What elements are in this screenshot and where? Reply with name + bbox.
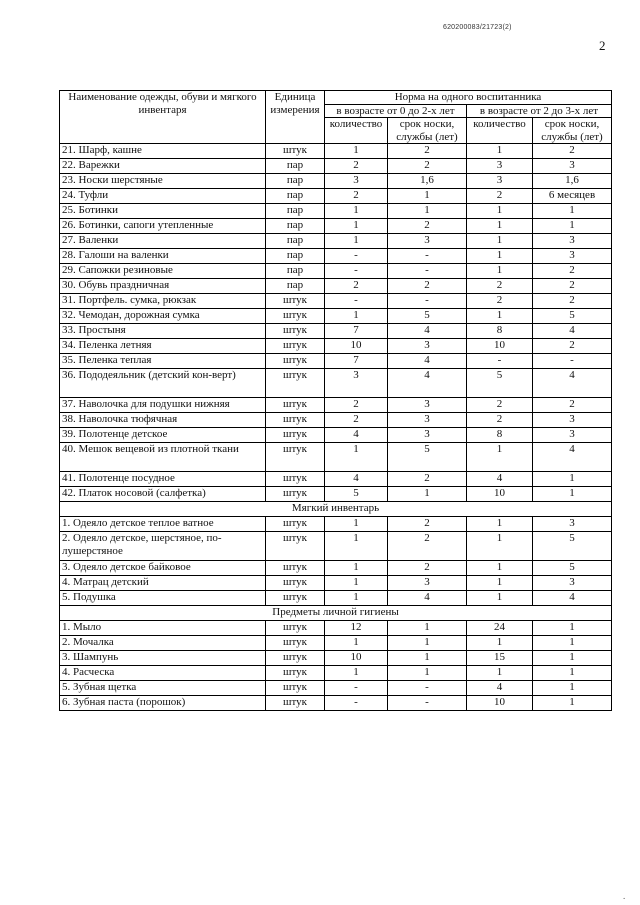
qty-age-0-2: 1 [325, 517, 388, 532]
item-unit: штук [266, 681, 325, 696]
table-row [60, 651, 612, 666]
item-name: 33. Простыня [60, 324, 266, 339]
item-unit: штук [266, 576, 325, 591]
table-row [60, 249, 612, 264]
item-name: 26. Ботинки, сапоги утепленные [60, 219, 266, 234]
term-age-0-2: 3 [388, 413, 467, 428]
item-name: 32. Чемодан, дорожная сумка [60, 309, 266, 324]
item-unit: пар [266, 174, 325, 189]
term-age-0-2: 4 [388, 369, 467, 398]
term-age-2-3: 1 [533, 487, 612, 502]
item-unit: пар [266, 204, 325, 219]
section-row [60, 606, 612, 621]
term-age-0-2: - [388, 696, 467, 711]
term-age-0-2: 3 [388, 234, 467, 249]
header-age-group-1: в возрасте от 0 до 2-х лет [325, 104, 467, 118]
item-name: 35. Пеленка теплая [60, 354, 266, 369]
term-age-2-3: - [533, 354, 612, 369]
qty-age-0-2: 3 [325, 174, 388, 189]
table-row [60, 144, 612, 159]
term-age-0-2: 2 [388, 279, 467, 294]
table-row [60, 294, 612, 309]
table-row [60, 189, 612, 204]
table-row [60, 354, 612, 369]
item-name: 23. Носки шерстяные [60, 174, 266, 189]
qty-age-0-2: 1 [325, 636, 388, 651]
qty-age-2-3: 2 [467, 279, 533, 294]
qty-age-2-3: 1 [467, 576, 533, 591]
qty-age-0-2: - [325, 264, 388, 279]
qty-age-0-2: 7 [325, 354, 388, 369]
qty-age-2-3: 1 [467, 264, 533, 279]
qty-age-0-2: 1 [325, 219, 388, 234]
qty-age-2-3: 1 [467, 666, 533, 681]
term-age-2-3: 4 [533, 443, 612, 472]
table-row [60, 174, 612, 189]
item-name: 1. Одеяло детское теплое ватное [60, 517, 266, 532]
term-age-0-2: 1 [388, 204, 467, 219]
item-unit: штук [266, 651, 325, 666]
table-row [60, 666, 612, 681]
item-unit: пар [266, 219, 325, 234]
section-row [60, 502, 612, 517]
item-name: 4. Расческа [60, 666, 266, 681]
term-age-2-3: 4 [533, 369, 612, 398]
term-age-0-2: 4 [388, 354, 467, 369]
item-name: 37. Наволочка для подушки нижняя [60, 398, 266, 413]
term-age-0-2: 3 [388, 339, 467, 354]
item-unit: штук [266, 666, 325, 681]
term-age-2-3: 1 [533, 636, 612, 651]
table-row [60, 487, 612, 502]
qty-age-0-2: 10 [325, 339, 388, 354]
qty-age-0-2: - [325, 681, 388, 696]
term-age-0-2: 1,6 [388, 174, 467, 189]
term-age-0-2: 1 [388, 666, 467, 681]
item-unit: штук [266, 472, 325, 487]
table-row [60, 309, 612, 324]
item-name: 2. Одеяло детское, шерстяное, по-лушерстяное [60, 532, 266, 561]
term-age-0-2: 2 [388, 144, 467, 159]
term-age-2-3: 5 [533, 309, 612, 324]
item-name: 34. Пеленка летняя [60, 339, 266, 354]
table-row [60, 369, 612, 398]
term-age-2-3: 1,6 [533, 174, 612, 189]
term-age-2-3: 1 [533, 219, 612, 234]
term-age-0-2: 1 [388, 487, 467, 502]
qty-age-0-2: 2 [325, 413, 388, 428]
item-name: 39. Полотенце детское [60, 428, 266, 443]
item-unit: штук [266, 532, 325, 561]
item-unit: штук [266, 354, 325, 369]
table-row [60, 443, 612, 472]
table-row [60, 428, 612, 443]
item-unit: штук [266, 696, 325, 711]
section-title-soft-inventory: Мягкий инвентарь [60, 502, 612, 517]
qty-age-0-2: 7 [325, 324, 388, 339]
table-row [60, 398, 612, 413]
table-row [60, 591, 612, 606]
item-name: 3. Одеяло детское байковое [60, 561, 266, 576]
item-unit: пар [266, 234, 325, 249]
table-row [60, 561, 612, 576]
item-unit: штук [266, 339, 325, 354]
item-name: 1. Мыло [60, 621, 266, 636]
table-row [60, 264, 612, 279]
term-age-0-2: 1 [388, 189, 467, 204]
item-unit: штук [266, 309, 325, 324]
item-name: 5. Зубная щетка [60, 681, 266, 696]
item-name: 2. Мочалка [60, 636, 266, 651]
qty-age-2-3: 10 [467, 339, 533, 354]
term-age-2-3: 3 [533, 413, 612, 428]
term-age-0-2: 1 [388, 651, 467, 666]
item-unit: штук [266, 294, 325, 309]
item-name: 22. Варежки [60, 159, 266, 174]
qty-age-0-2: - [325, 294, 388, 309]
term-age-0-2: 5 [388, 443, 467, 472]
header-qty-2: количество [467, 118, 533, 144]
item-unit: пар [266, 159, 325, 174]
item-unit: штук [266, 517, 325, 532]
term-age-2-3: 2 [533, 144, 612, 159]
term-age-2-3: 1 [533, 204, 612, 219]
clothing-norms-table [59, 90, 612, 711]
qty-age-2-3: 8 [467, 324, 533, 339]
term-age-0-2: 4 [388, 324, 467, 339]
qty-age-0-2: 1 [325, 561, 388, 576]
term-age-0-2: 3 [388, 428, 467, 443]
term-age-2-3: 1 [533, 696, 612, 711]
qty-age-2-3: 2 [467, 398, 533, 413]
item-name: 24. Туфли [60, 189, 266, 204]
term-age-0-2: 1 [388, 621, 467, 636]
term-age-0-2: 1 [388, 636, 467, 651]
table-row [60, 681, 612, 696]
qty-age-2-3: 1 [467, 234, 533, 249]
qty-age-2-3: 1 [467, 309, 533, 324]
table-row [60, 636, 612, 651]
item-name: 40. Мешок вещевой из плотной ткани [60, 443, 266, 472]
item-unit: штук [266, 144, 325, 159]
item-unit: пар [266, 279, 325, 294]
qty-age-2-3: 10 [467, 487, 533, 502]
item-name: 25. Ботинки [60, 204, 266, 219]
item-unit: штук [266, 398, 325, 413]
item-unit: штук [266, 621, 325, 636]
qty-age-0-2: 1 [325, 532, 388, 561]
term-age-2-3: 5 [533, 561, 612, 576]
table-row [60, 279, 612, 294]
qty-age-0-2: - [325, 249, 388, 264]
item-unit: штук [266, 369, 325, 398]
term-age-0-2: 2 [388, 472, 467, 487]
header-name: Наименование одежды, обуви и мягкого инвентаря [60, 91, 266, 144]
term-age-0-2: 2 [388, 517, 467, 532]
item-name: 6. Зубная паста (порошок) [60, 696, 266, 711]
item-name: 42. Платок носовой (салфетка) [60, 487, 266, 502]
term-age-0-2: 2 [388, 219, 467, 234]
table-row [60, 413, 612, 428]
term-age-2-3: 3 [533, 159, 612, 174]
qty-age-0-2: 4 [325, 428, 388, 443]
table-row [60, 204, 612, 219]
item-name: 4. Матрац детский [60, 576, 266, 591]
header-qty-1: количество [325, 118, 388, 144]
item-name: 31. Портфель. сумка, рюкзак [60, 294, 266, 309]
table-row [60, 159, 612, 174]
qty-age-2-3: 15 [467, 651, 533, 666]
item-unit: пар [266, 264, 325, 279]
qty-age-2-3: 1 [467, 144, 533, 159]
term-age-0-2: - [388, 294, 467, 309]
term-age-2-3: 3 [533, 428, 612, 443]
term-age-2-3: 3 [533, 576, 612, 591]
item-unit: штук [266, 636, 325, 651]
qty-age-2-3: 10 [467, 696, 533, 711]
item-name: 41. Полотенце посудное [60, 472, 266, 487]
qty-age-0-2: 1 [325, 204, 388, 219]
qty-age-2-3: 1 [467, 219, 533, 234]
qty-age-2-3: 3 [467, 159, 533, 174]
item-name: 5. Подушка [60, 591, 266, 606]
corner-mark: . [623, 891, 626, 901]
term-age-2-3: 4 [533, 324, 612, 339]
table-row [60, 339, 612, 354]
qty-age-2-3: 1 [467, 561, 533, 576]
term-age-2-3: 5 [533, 532, 612, 561]
document-code: 620200083/21723(2) [443, 24, 512, 31]
term-age-2-3: 1 [533, 681, 612, 696]
page-number: 2 [599, 38, 606, 53]
term-age-0-2: - [388, 249, 467, 264]
header-term-1: срок носки, службы (лет) [388, 118, 467, 144]
item-unit: штук [266, 324, 325, 339]
item-unit: штук [266, 428, 325, 443]
qty-age-0-2: 5 [325, 487, 388, 502]
header-term-2: срок носки, службы (лет) [533, 118, 612, 144]
qty-age-0-2: 2 [325, 189, 388, 204]
qty-age-0-2: 10 [325, 651, 388, 666]
qty-age-2-3: 4 [467, 681, 533, 696]
qty-age-2-3: 1 [467, 204, 533, 219]
qty-age-2-3: 1 [467, 249, 533, 264]
term-age-2-3: 6 месяцев [533, 189, 612, 204]
term-age-0-2: 2 [388, 532, 467, 561]
term-age-2-3: 2 [533, 279, 612, 294]
table-body [60, 144, 612, 711]
table-row [60, 517, 612, 532]
header-unit: Единица измерения [266, 91, 325, 144]
term-age-0-2: 4 [388, 591, 467, 606]
qty-age-0-2: - [325, 696, 388, 711]
table-row [60, 576, 612, 591]
item-name: 27. Валенки [60, 234, 266, 249]
qty-age-0-2: 2 [325, 159, 388, 174]
table-row [60, 219, 612, 234]
qty-age-2-3: 1 [467, 517, 533, 532]
item-unit: штук [266, 413, 325, 428]
qty-age-0-2: 1 [325, 591, 388, 606]
item-unit: штук [266, 487, 325, 502]
qty-age-2-3: 24 [467, 621, 533, 636]
qty-age-0-2: 2 [325, 279, 388, 294]
qty-age-0-2: 1 [325, 309, 388, 324]
table-row [60, 472, 612, 487]
qty-age-2-3: 1 [467, 591, 533, 606]
term-age-2-3: 2 [533, 339, 612, 354]
term-age-2-3: 1 [533, 621, 612, 636]
term-age-2-3: 2 [533, 294, 612, 309]
qty-age-0-2: 1 [325, 576, 388, 591]
qty-age-2-3: 2 [467, 413, 533, 428]
item-name: 3. Шампунь [60, 651, 266, 666]
term-age-0-2: 5 [388, 309, 467, 324]
qty-age-0-2: 12 [325, 621, 388, 636]
term-age-0-2: 3 [388, 398, 467, 413]
item-name: 29. Сапожки резиновые [60, 264, 266, 279]
term-age-0-2: 3 [388, 576, 467, 591]
term-age-2-3: 1 [533, 651, 612, 666]
item-name: 38. Наволочка тюфячная [60, 413, 266, 428]
header-age-group-2: в возрасте от 2 до 3-х лет [467, 104, 612, 118]
item-unit: штук [266, 591, 325, 606]
term-age-2-3: 3 [533, 234, 612, 249]
qty-age-2-3: 1 [467, 443, 533, 472]
term-age-0-2: 2 [388, 561, 467, 576]
qty-age-2-3: 8 [467, 428, 533, 443]
qty-age-0-2: 1 [325, 144, 388, 159]
table-row [60, 696, 612, 711]
term-age-0-2: - [388, 264, 467, 279]
qty-age-0-2: 2 [325, 398, 388, 413]
item-unit: штук [266, 443, 325, 472]
table-row [60, 532, 612, 561]
qty-age-0-2: 1 [325, 234, 388, 249]
term-age-0-2: - [388, 681, 467, 696]
item-name: 36. Пододеяльник (детский кон-верт) [60, 369, 266, 398]
table-row [60, 324, 612, 339]
qty-age-2-3: 5 [467, 369, 533, 398]
qty-age-2-3: 1 [467, 636, 533, 651]
table-row [60, 234, 612, 249]
qty-age-0-2: 1 [325, 443, 388, 472]
item-unit: штук [266, 561, 325, 576]
item-name: 28. Галоши на валенки [60, 249, 266, 264]
item-name: 30. Обувь праздничная [60, 279, 266, 294]
qty-age-2-3: 2 [467, 294, 533, 309]
item-unit: пар [266, 249, 325, 264]
qty-age-2-3: - [467, 354, 533, 369]
qty-age-0-2: 4 [325, 472, 388, 487]
term-age-2-3: 2 [533, 264, 612, 279]
header-norm: Норма на одного воспитанника [325, 91, 612, 105]
term-age-2-3: 3 [533, 517, 612, 532]
table-row [60, 621, 612, 636]
qty-age-2-3: 1 [467, 532, 533, 561]
term-age-0-2: 2 [388, 159, 467, 174]
qty-age-0-2: 3 [325, 369, 388, 398]
term-age-2-3: 1 [533, 666, 612, 681]
term-age-2-3: 1 [533, 472, 612, 487]
qty-age-2-3: 4 [467, 472, 533, 487]
item-name: 21. Шарф, кашне [60, 144, 266, 159]
term-age-2-3: 2 [533, 398, 612, 413]
qty-age-2-3: 3 [467, 174, 533, 189]
term-age-2-3: 4 [533, 591, 612, 606]
term-age-2-3: 3 [533, 249, 612, 264]
qty-age-2-3: 2 [467, 189, 533, 204]
item-unit: пар [266, 189, 325, 204]
section-title-hygiene: Предметы личной гигиены [60, 606, 612, 621]
qty-age-0-2: 1 [325, 666, 388, 681]
